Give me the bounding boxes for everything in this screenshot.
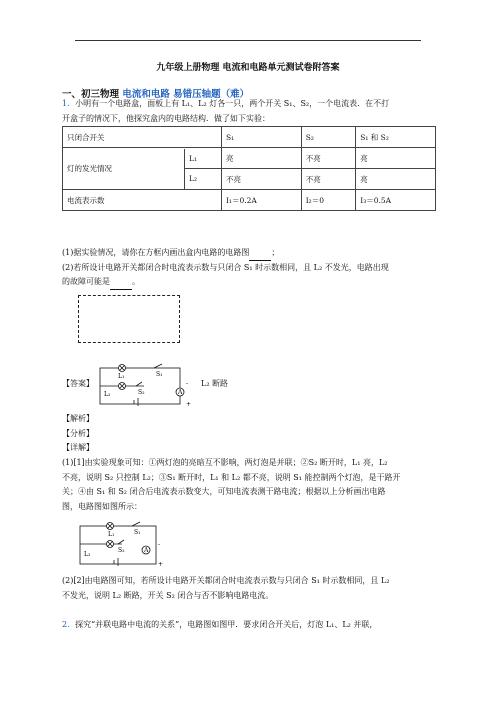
- label-l1: L₁: [108, 531, 115, 538]
- table-cell-label: 灯的发光情况: [67, 164, 112, 173]
- answer-blank: [110, 280, 132, 290]
- table-cell: I₁＝0.2A: [222, 190, 302, 211]
- answer-blank: [249, 251, 271, 261]
- xiangjie-label: 【详解】: [62, 443, 94, 452]
- part-2-line-2: 的故障可能是: [62, 277, 110, 286]
- label-l2: L₂: [84, 551, 91, 558]
- question-2-number: 2．: [62, 620, 76, 629]
- page-title: 九年级上册物理 电流和电路单元测试卷附答案: [156, 63, 340, 73]
- detail-line: (2)[2]由电路图可知，若所设计电路开关都闭合时电流表示数与只闭合 S₁ 时示数相同，且 L₂: [62, 576, 390, 585]
- detail-text-2: [62, 574, 434, 603]
- label-minus: -: [186, 380, 189, 387]
- question-1-line-2: 开盒子的情况下，他探究盒内的电路结构．做了如下实验：: [62, 113, 270, 123]
- part-2-end: 。: [132, 277, 140, 286]
- switch-s2-icon: [118, 540, 124, 544]
- label-s1: S₁: [156, 371, 163, 378]
- label-plus: +: [186, 401, 192, 408]
- label-plus: +: [158, 561, 164, 568]
- drawing-box: [78, 295, 180, 343]
- table-cell: I₃＝0.5A: [356, 190, 436, 211]
- question-1-line-1: 小明有一个电路盒，面板上有 L₁、L₂ 灯各一只，两个开关 S₁、S₂，一个电流表．在不打: [75, 99, 390, 108]
- question-1-parts: [62, 246, 434, 290]
- answer-result: L₂ 断路: [201, 379, 229, 388]
- table-cell: I₂＝0: [301, 190, 356, 211]
- detail-line: 不发光，说明 L₂ 断路，开关 S₂ 闭合与否不影响电路电流。: [62, 590, 274, 600]
- table-cell: 亮: [356, 148, 436, 169]
- answer-label: 【答案】: [62, 379, 94, 388]
- table-cell: L₁: [185, 149, 221, 170]
- table-cell: 电流表示数: [63, 190, 222, 211]
- table-cell: 亮: [356, 169, 436, 190]
- question-1-number: 1．: [62, 99, 76, 108]
- part-1-end: ；: [271, 248, 280, 257]
- fenxi-label: 【分析】: [62, 428, 94, 438]
- question-2-line: 探究“并联电路中电流的关系”，电路图如图甲．要求闭合开关后，灯泡 L₁、L₂ 并联，: [75, 620, 378, 629]
- label-l2: L₂: [104, 391, 111, 398]
- detail-line: 关；④由 S₁ 和 S₂ 闭合后电流表示数变大，可知电流表测干路电流；根据以上分析画出电路: [62, 487, 386, 496]
- label-ammeter: A: [144, 547, 149, 554]
- table-cell: 不亮: [301, 169, 356, 190]
- experiment-table: [62, 126, 436, 211]
- table-cell: 不亮: [222, 169, 302, 190]
- table-row: [63, 148, 436, 169]
- table-cell: S₁ 和 S₂: [356, 127, 436, 148]
- part-1-text: (1)据实验情况，请你在方框内画出盒内电路的电路图: [62, 248, 250, 257]
- analysis-headings: [62, 412, 434, 456]
- circuit-diagram-detail: [74, 520, 174, 572]
- switch-s1-icon: [154, 364, 162, 368]
- detail-text: [62, 456, 434, 514]
- label-s1: S₁: [134, 529, 141, 536]
- question-1-text: [62, 97, 434, 126]
- label-s2: S₂: [118, 547, 125, 554]
- table-cell: 亮: [222, 148, 302, 169]
- table-row: [63, 190, 436, 211]
- section-subheading: 电流和电路 易错压轴题（难）: [122, 89, 250, 100]
- table-cell: L₂: [189, 174, 197, 184]
- label-ammeter: A: [178, 389, 183, 396]
- detail-line: 不亮，说明 S₂ 只控制 L₂；③S₁ 断开时，L₁ 和 L₂ 都不亮，说明 S₁ 能控制两个灯泡，是干路开: [62, 472, 401, 482]
- detail-line: 图，电路图如图所示：: [62, 501, 142, 511]
- table-cell: 只闭合开关: [63, 127, 222, 148]
- table-cell: 不亮: [301, 148, 356, 169]
- label-l1: L₁: [118, 373, 125, 380]
- table-cell: [63, 148, 222, 190]
- section-heading-text: 一、初三物理: [62, 89, 123, 100]
- table-row: [63, 127, 436, 148]
- question-2-text: [62, 618, 434, 633]
- switch-s1-icon: [132, 522, 140, 526]
- jiexi-label: 【解析】: [62, 414, 94, 423]
- header-rule: [75, 40, 421, 41]
- table-cell: S₁: [222, 127, 302, 148]
- label-s2: S₂: [138, 389, 145, 396]
- switch-s2-icon: [136, 382, 142, 386]
- label-minus: -: [158, 541, 161, 548]
- part-2-line-1: (2)若所设计电路开关都闭合时电流表示数与只闭合 S₁ 时示数相同，且 L₂ 不发光，电路出现: [62, 262, 389, 272]
- circuit-diagram-answer: [94, 362, 204, 412]
- table-cell: S₂: [301, 127, 356, 148]
- detail-line: (1)[1]由实验现象可知：①两灯泡的亮暗互不影响，两灯泡是并联；②S₂ 断开时，L₁ 亮，L₂: [62, 458, 388, 467]
